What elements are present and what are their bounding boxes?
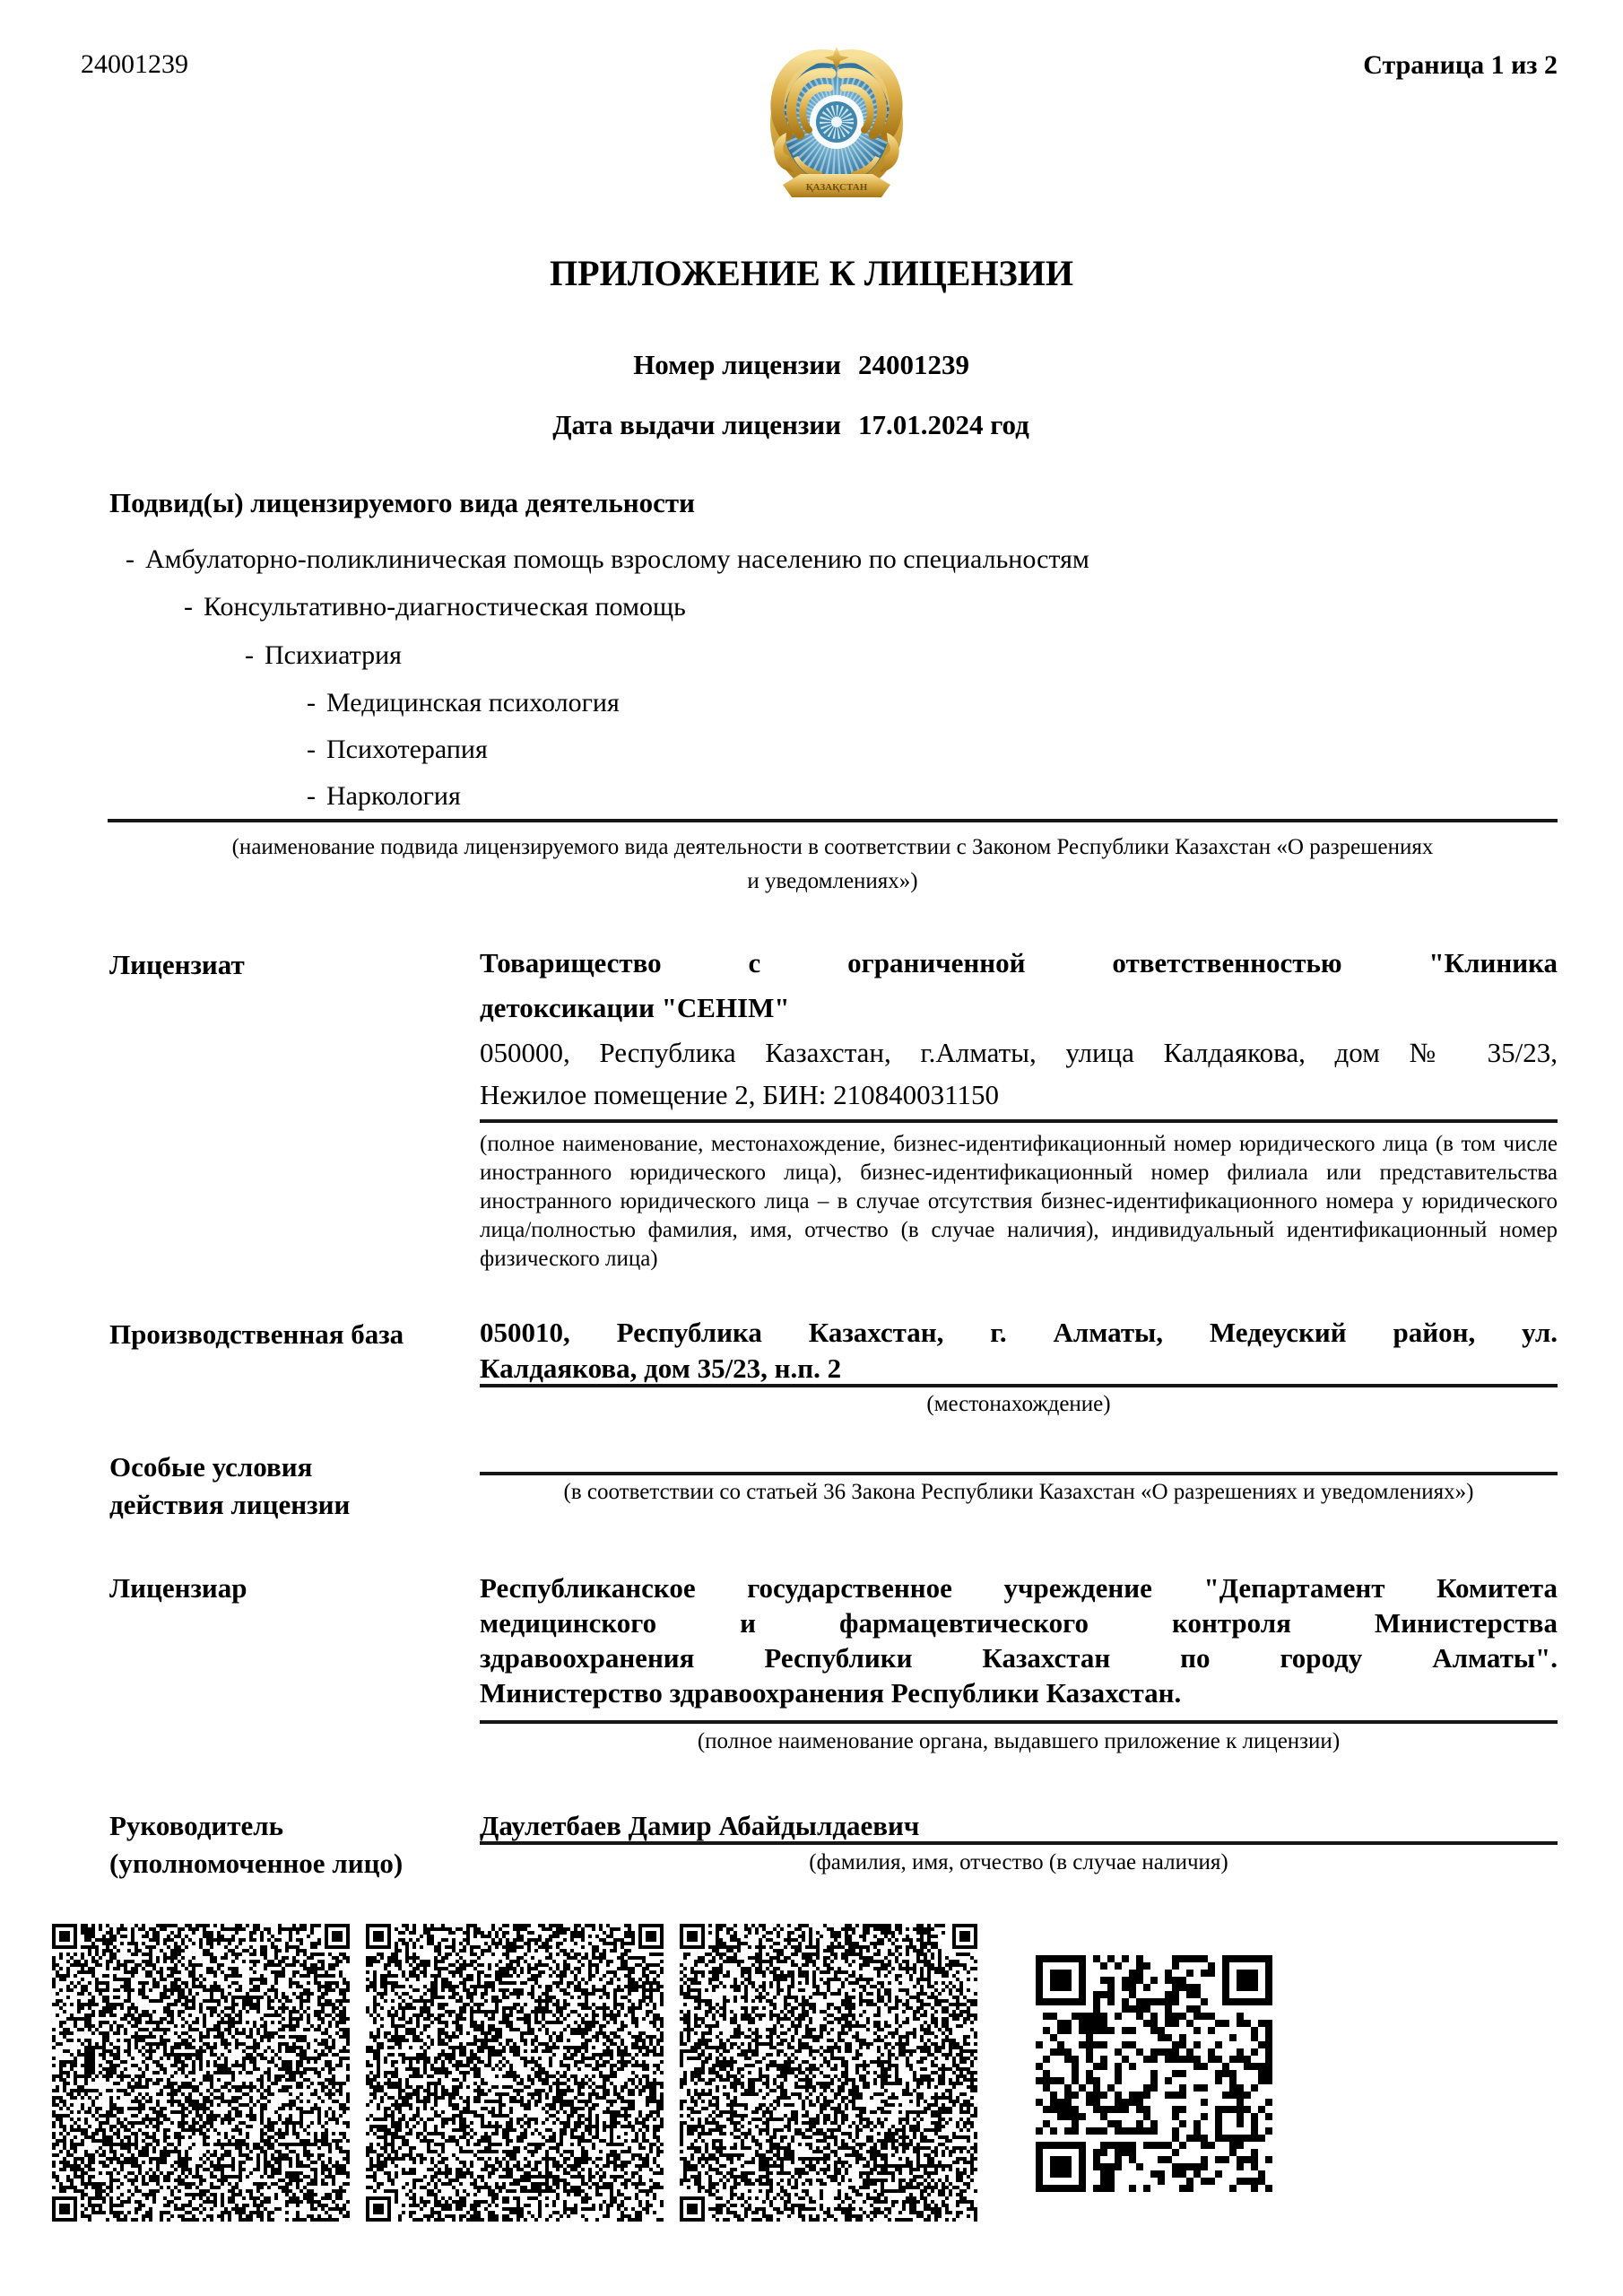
rule-under-head-official xyxy=(480,1841,1558,1845)
licensee-name-line: Товарищество с ограниченной ответственностью "Клиника xyxy=(480,947,1558,978)
subtype-item: - Психиатрия xyxy=(245,640,402,670)
special-conditions-footnote: (в соответствии со статьей 36 Закона Республики Казахстан «О разрешениях и уведомлениях») xyxy=(563,1480,1474,1504)
production-base-line: 050010, Республика Казахстан, г. Алматы, Медеуский район, ул. xyxy=(480,1317,1558,1348)
licensee-name-line: детоксикации "СЕНІМ" xyxy=(480,992,790,1023)
list-dash: - xyxy=(126,544,135,574)
list-dash: - xyxy=(184,592,193,622)
emblem-banner-text: ҚАЗАҚСТАН xyxy=(805,182,868,193)
licensee-label: Лицензиат xyxy=(109,949,245,980)
head-official-footnote: (фамилия, имя, отчество (в случае наличия) xyxy=(809,1850,1228,1874)
license-date-value: 17.01.2024 год xyxy=(858,409,1029,440)
head-official-label: (уполномоченное лицо) xyxy=(109,1848,404,1879)
licensor-line: Республиканское государственное учреждение "Департамент Комитета xyxy=(480,1572,1558,1604)
licensor-line: Министерство здравоохранения Республики Казахстан. xyxy=(480,1677,1182,1709)
production-base-line: Калдаякова, дом 35/23, н.п. 2 xyxy=(480,1352,842,1384)
license-number-label: Номер лицензии xyxy=(633,349,841,380)
license-number-value: 24001239 xyxy=(858,349,969,380)
datamatrix-barcode-3 xyxy=(680,1924,977,2222)
datamatrix-barcode-1 xyxy=(52,1924,350,2222)
rule-under-production-base xyxy=(480,1384,1558,1387)
licensor-footnote: (полное наименование органа, выдавшего приложение к лицензии) xyxy=(697,1729,1341,1753)
production-base-label: Производственная база xyxy=(109,1318,404,1350)
licensor-line: медицинского и фармацевтического контроля Министерства xyxy=(480,1607,1558,1639)
licensee-address-line: Нежилое помещение 2, БИН: 210840031150 xyxy=(480,1079,999,1110)
datamatrix-barcode-2 xyxy=(366,1924,664,2222)
subtype-item: - Психотерапия xyxy=(307,735,488,764)
list-dash: - xyxy=(307,781,316,811)
licensor-label: Лицензиар xyxy=(109,1572,247,1604)
subtype-item: - Медицинская психология xyxy=(307,688,620,718)
subtype-item: - Консультативно-диагностическая помощь xyxy=(184,592,686,622)
licensee-footnote: (полное наименование, местонахождение, бизнес-идентификационный номер юридического лица (в том числе иностранного юридического лица), бизнес-идентификационный номер филиала или представительства иностранного юридического лица – в случае отсутствия бизнес-идентификационного номера у юридического лица/полностью фамилия, имя, отчество (в случае наличия), индивидуальный идентификационный номер физического лица) xyxy=(480,1132,1558,1271)
list-dash: - xyxy=(307,688,316,718)
special-conditions-label: Особые условия xyxy=(109,1451,313,1483)
rule-under-licensee xyxy=(480,1119,1558,1123)
subtype-item: - Наркология xyxy=(307,781,461,811)
rule-under-licensor xyxy=(480,1720,1558,1724)
rule-special-conditions xyxy=(480,1472,1558,1475)
rule-under-subtypes xyxy=(108,819,1558,822)
head-official-name: Даулетбаев Дамир Абайдылдаевич xyxy=(480,1810,920,1841)
document-number-header: 24001239 xyxy=(81,49,188,79)
list-dash: - xyxy=(245,640,254,670)
page-indicator: Страница 1 из 2 xyxy=(1363,50,1558,80)
head-official-label: Руководитель xyxy=(109,1810,284,1841)
special-conditions-label: действия лицензии xyxy=(109,1489,351,1520)
production-base-footnote: (местонахождение) xyxy=(926,1392,1111,1416)
list-dash: - xyxy=(307,735,316,764)
subtypes-heading: Подвид(ы) лицензируемого вида деятельности xyxy=(109,487,695,518)
licensor-line: здравоохранения Республики Казахстан по городу Алматы". xyxy=(480,1642,1558,1674)
qr-code xyxy=(1036,1955,1272,2192)
license-date-label: Дата выдачи лицензии xyxy=(552,409,841,440)
document-title: ПРИЛОЖЕНИЕ К ЛИЦЕНЗИИ xyxy=(550,253,1073,293)
subtypes-footnote: (наименование подвида лицензируемого вида деятельности в соответствии с Законом Республики Казахстан «О разрешениях и уведомлениях») xyxy=(231,835,1434,893)
subtype-item: - Амбулаторно-поликлиническая помощь взрослому населению по специальностям xyxy=(126,544,1089,574)
kazakhstan-emblem-icon xyxy=(747,43,926,215)
licensee-address-line: 050000, Республика Казахстан, г.Алматы, улица Калдаякова, дом № 35/23, xyxy=(480,1037,1558,1068)
